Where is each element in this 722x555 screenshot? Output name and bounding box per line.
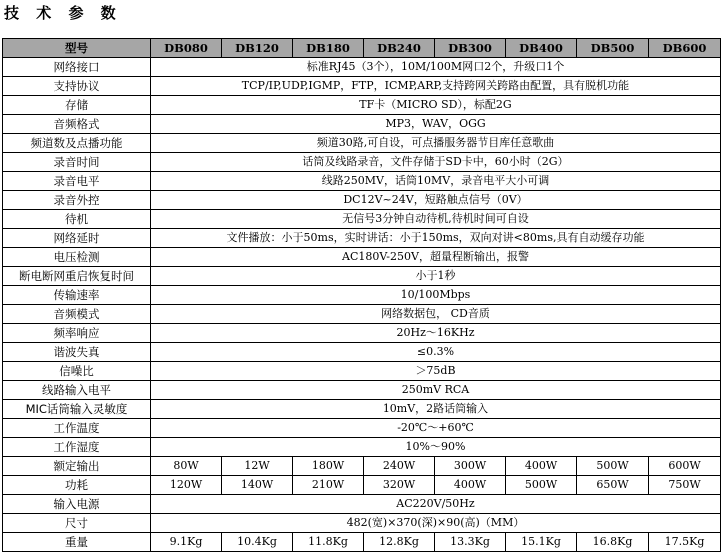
spec-label-cell: 录音电平 (3, 172, 151, 191)
spec-row (3, 381, 721, 400)
spec-row (3, 305, 721, 324)
spec-row (3, 343, 721, 362)
model-value-cell: 240W (364, 457, 435, 476)
table-header-row (3, 39, 721, 58)
spec-value-cell: 10/100Mbps (151, 286, 721, 305)
model-header-cell: DB400 (506, 39, 577, 58)
spec-value-cell: AC220V/50Hz (151, 495, 721, 514)
spec-row (3, 248, 721, 267)
model-value-cell: 650W (577, 476, 649, 495)
spec-row (3, 400, 721, 419)
model-value-cell: 500W (506, 476, 577, 495)
spec-table-body (3, 39, 721, 552)
model-value-cell: 750W (649, 476, 721, 495)
spec-label-cell: 音频模式 (3, 305, 151, 324)
spec-value-cell: TF卡（MICRO SD），标配2G (151, 96, 721, 115)
spec-row (3, 267, 721, 286)
rated-output-row (3, 457, 721, 476)
spec-value-cell: ＞75dB (151, 362, 721, 381)
weight-row (3, 533, 721, 552)
model-value-cell: 17.5Kg (649, 533, 721, 552)
spec-row (3, 153, 721, 172)
model-value-cell: 13.3Kg (435, 533, 506, 552)
spec-label-cell: 电压检测 (3, 248, 151, 267)
spec-value-cell: 10%～90% (151, 438, 721, 457)
spec-label-cell: 传输速率 (3, 286, 151, 305)
spec-label-cell: 支持协议 (3, 77, 151, 96)
model-value-cell: 600W (649, 457, 721, 476)
model-value-cell: 400W (506, 457, 577, 476)
spec-row (3, 115, 721, 134)
model-header-cell: DB500 (577, 39, 649, 58)
spec-row (3, 58, 721, 77)
model-value-cell: 12W (222, 457, 293, 476)
spec-row (3, 419, 721, 438)
header-label-cell: 型号 (3, 39, 151, 58)
spec-value-cell: 20Hz～16KHz (151, 324, 721, 343)
spec-label-cell: 频率响应 (3, 324, 151, 343)
spec-value-cell: 话筒及线路录音，文件存储于SD卡中，60小时（2G） (151, 153, 721, 172)
model-value-cell: 15.1Kg (506, 533, 577, 552)
spec-value-cell: 文件播放：小于50ms，实时讲话：小于150ms，双向对讲<80ms,具有自动缓存功能 (151, 229, 721, 248)
model-value-cell: 10.4Kg (222, 533, 293, 552)
model-value-cell: 300W (435, 457, 506, 476)
spec-value-cell: 标准RJ45（3个），10M/100M网口2个，升级口1个 (151, 58, 721, 77)
dimensions-row (3, 514, 721, 533)
spec-row (3, 77, 721, 96)
model-value-cell: 500W (577, 457, 649, 476)
spec-row (3, 229, 721, 248)
power-consumption-row (3, 476, 721, 495)
spec-row (3, 96, 721, 115)
spec-label-cell: 输入电源 (3, 495, 151, 514)
spec-label-cell: 网络延时 (3, 229, 151, 248)
spec-row (3, 438, 721, 457)
model-value-cell: 9.1Kg (151, 533, 222, 552)
spec-value-cell: TCP/IP,UDP,IGMP，FTP，ICMP,ARP,支持跨网关跨路由配置，具有脱机功能 (151, 77, 721, 96)
page-title: 技 术 参 数 (4, 4, 122, 22)
spec-value-cell: ≤0.3% (151, 343, 721, 362)
spec-value-cell: 250mV RCA (151, 381, 721, 400)
spec-row (3, 191, 721, 210)
spec-value-cell: 无信号3分钟自动待机,待机时间可自设 (151, 210, 721, 229)
spec-label-cell: 工作温度 (3, 419, 151, 438)
model-header-cell: DB600 (649, 39, 721, 58)
spec-value-cell: 线路250MV，话筒10MV，录音电平大小可调 (151, 172, 721, 191)
spec-row (3, 172, 721, 191)
model-value-cell: 210W (293, 476, 364, 495)
spec-label-cell: 音频格式 (3, 115, 151, 134)
input-power-row (3, 495, 721, 514)
spec-label-cell: 待机 (3, 210, 151, 229)
spec-label-cell: 断电断网重启恢复时间 (3, 267, 151, 286)
model-value-cell: 320W (364, 476, 435, 495)
spec-row (3, 362, 721, 381)
spec-label-cell: 存储 (3, 96, 151, 115)
model-value-cell: 16.8Kg (577, 533, 649, 552)
model-value-cell: 12.8Kg (364, 533, 435, 552)
spec-label-cell: 尺寸 (3, 514, 151, 533)
model-value-cell: 80W (151, 457, 222, 476)
spec-row (3, 286, 721, 305)
spec-table (2, 38, 721, 552)
spec-value-cell: 网络数据包， CD音质 (151, 305, 721, 324)
model-value-cell: 140W (222, 476, 293, 495)
spec-value-cell: 482(宽)×370(深)×90(高)（MM） (151, 514, 721, 533)
spec-value-cell: -20℃～+60℃ (151, 419, 721, 438)
spec-value-cell: 小于1秒 (151, 267, 721, 286)
spec-row (3, 134, 721, 153)
spec-value-cell: AC180V-250V，超量程断输出，报警 (151, 248, 721, 267)
spec-value-cell: 频道30路,可自设，可点播服务器节目库任意歌曲 (151, 134, 721, 153)
model-header-cell: DB080 (151, 39, 222, 58)
spec-label-cell: 谐波失真 (3, 343, 151, 362)
model-value-cell: 180W (293, 457, 364, 476)
spec-label-cell: 线路输入电平 (3, 381, 151, 400)
spec-row (3, 324, 721, 343)
model-value-cell: 11.8Kg (293, 533, 364, 552)
spec-value-cell: MP3，WAV，OGG (151, 115, 721, 134)
spec-row (3, 210, 721, 229)
spec-label-cell: 信噪比 (3, 362, 151, 381)
model-value-cell: 120W (151, 476, 222, 495)
spec-label-cell: 工作湿度 (3, 438, 151, 457)
model-header-cell: DB240 (364, 39, 435, 58)
model-header-cell: DB120 (222, 39, 293, 58)
spec-label-cell: 网络接口 (3, 58, 151, 77)
spec-value-cell: 10mV，2路话筒输入 (151, 400, 721, 419)
spec-label-cell: MIC话筒输入灵敏度 (3, 400, 151, 419)
spec-label-cell: 录音外控 (3, 191, 151, 210)
spec-label-cell: 频道数及点播功能 (3, 134, 151, 153)
model-value-cell: 400W (435, 476, 506, 495)
spec-label-cell: 重量 (3, 533, 151, 552)
spec-value-cell: DC12V~24V，短路触点信号（0V） (151, 191, 721, 210)
model-header-cell: DB300 (435, 39, 506, 58)
spec-label-cell: 功耗 (3, 476, 151, 495)
spec-label-cell: 额定输出 (3, 457, 151, 476)
model-header-cell: DB180 (293, 39, 364, 58)
spec-label-cell: 录音时间 (3, 153, 151, 172)
